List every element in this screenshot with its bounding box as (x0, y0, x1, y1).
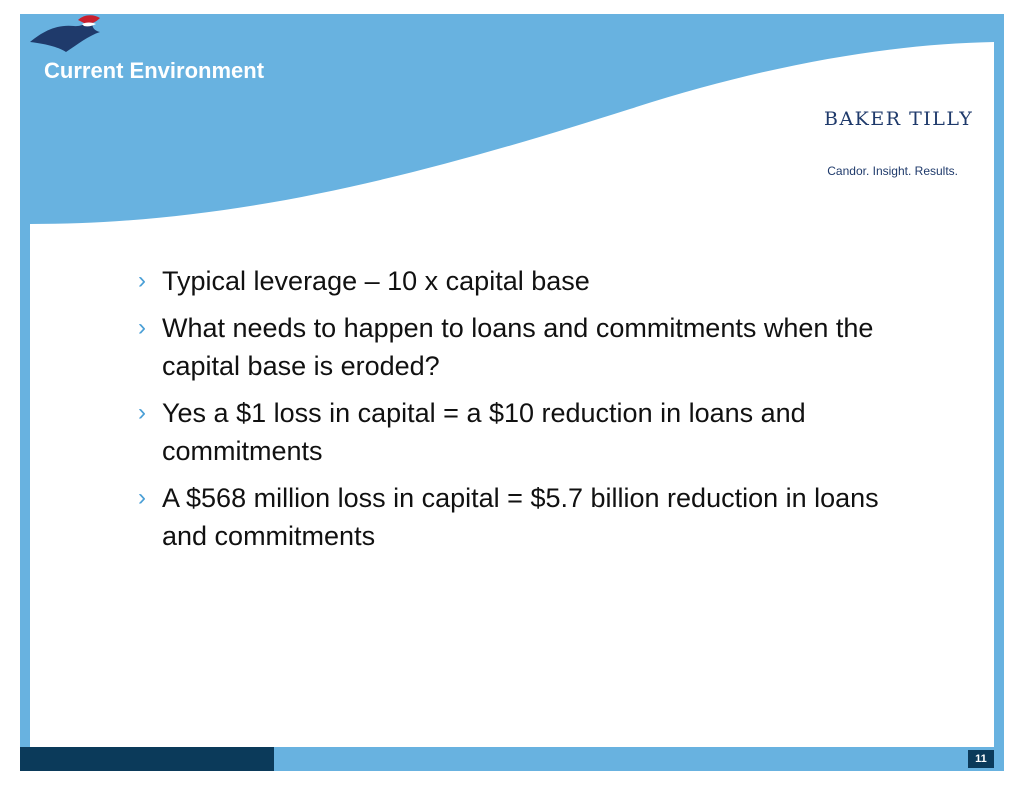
bullet-item (138, 394, 928, 470)
chevron-right-icon: › (138, 267, 146, 294)
chevron-right-icon: › (138, 314, 146, 341)
bird-logo-icon (30, 14, 240, 104)
slide-content-area (30, 14, 994, 747)
bullet-item (138, 262, 928, 300)
page-number: 11 (968, 750, 994, 768)
footer-accent (20, 747, 274, 771)
footer-bar (20, 747, 1004, 771)
bullet-item (138, 309, 928, 385)
bullet-text: Typical leverage – 10 x capital base (162, 266, 590, 296)
logo-brand-text: BAKER TILLY (824, 108, 974, 130)
logo-tagline: Candor. Insight. Results. (827, 164, 958, 178)
bullet-list (138, 262, 928, 564)
bullet-item (138, 479, 928, 555)
chevron-right-icon: › (138, 399, 146, 426)
bullet-text: Yes a $1 loss in capital = a $10 reduction in loans and commitments (162, 398, 806, 466)
chevron-right-icon: › (138, 484, 146, 511)
slide (20, 14, 1004, 771)
slide-title: Current Environment (44, 58, 265, 83)
bullet-text: A $568 million loss in capital = $5.7 billion reduction in loans and commitments (162, 483, 879, 551)
bullet-text: What needs to happen to loans and commitments when the capital base is eroded? (162, 313, 874, 381)
